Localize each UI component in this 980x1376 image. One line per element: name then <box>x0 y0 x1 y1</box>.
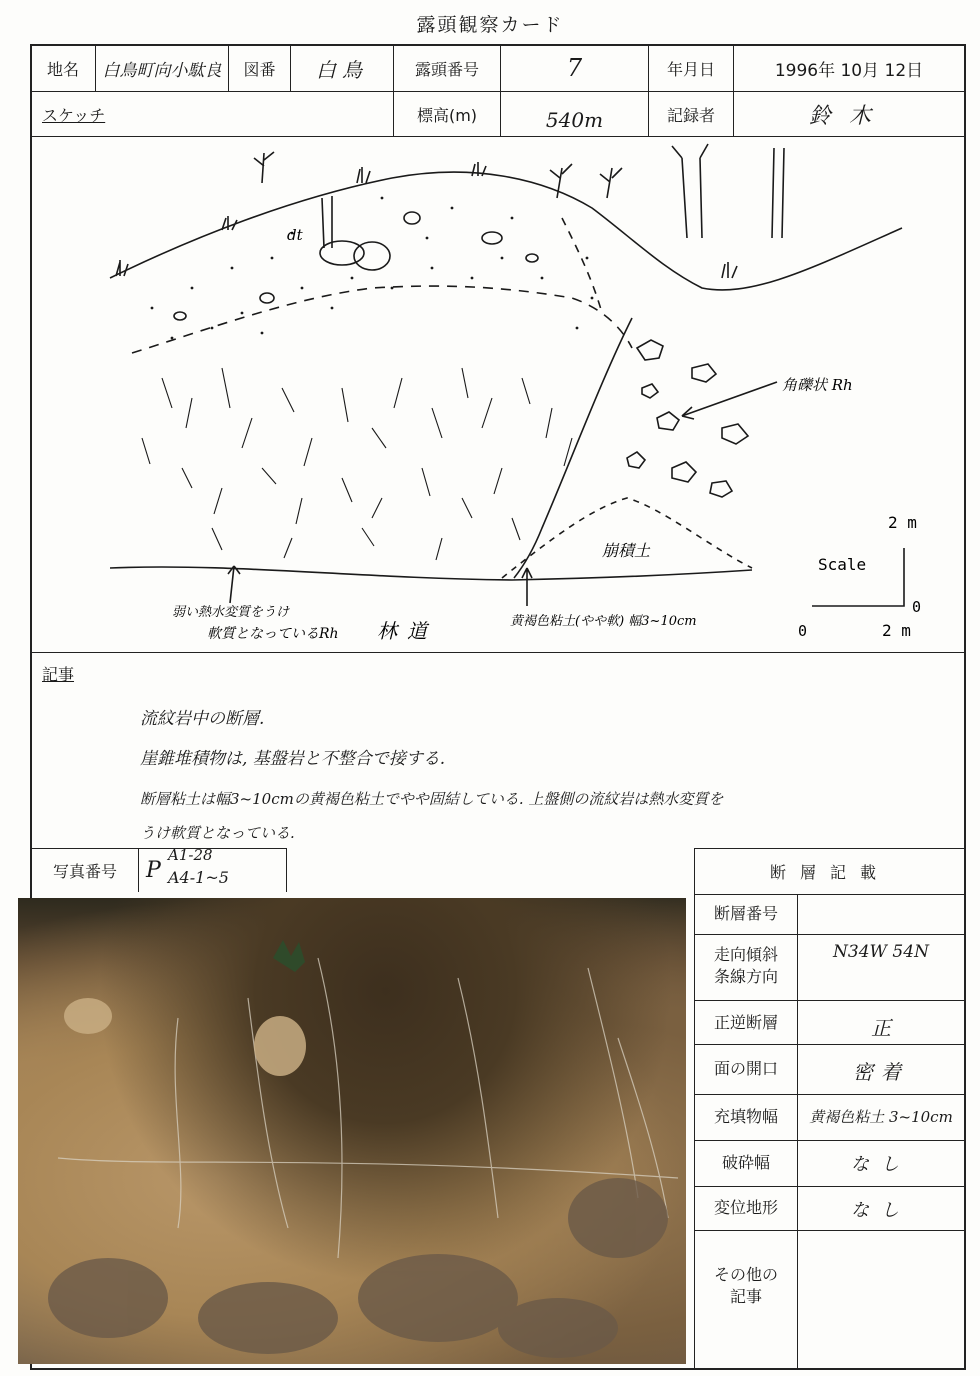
sketch-dt-label: dt <box>287 226 303 244</box>
scale-y-top: 2 m <box>888 513 917 532</box>
fault-row-label-1: 断層番号 <box>713 904 778 923</box>
memo-line-1: 流紋岩中の断層. <box>140 709 265 729</box>
sketch-altered-label-2: 軟質となっているRh <box>207 626 339 642</box>
outcrop-no-label: 露頭番号 <box>414 59 479 79</box>
card-title: 露頭観察カード <box>416 14 564 36</box>
memo-label: 記事 <box>42 665 75 684</box>
memo-line-3: 断層粘土は幅3~10cmの黄褐色粘土でやや固結している. 上盤側の流紋岩は熱水変質を <box>140 790 724 808</box>
fault-row-value-6: なし <box>851 1154 911 1175</box>
photo-no-label: 写真番号 <box>52 861 117 881</box>
date-label: 年月日 <box>666 59 715 79</box>
fault-row-label-5: 充填物幅 <box>713 1107 778 1126</box>
memo-line-2: 崖錐堆積物は, 基盤岩と不整合で接する. <box>140 749 446 769</box>
fault-row-value-7: なし <box>851 1200 911 1221</box>
geologic-sketch <box>32 138 964 648</box>
memo-line-4: うけ軟質となっている. <box>140 824 295 842</box>
recorder-label: 記録者 <box>666 105 715 125</box>
sketch-talus-label: 崩積土 <box>602 541 651 560</box>
fault-row-value-3: 正 <box>871 1016 891 1040</box>
fault-row-label-8: その他の 記事 <box>713 1265 778 1306</box>
photo-no-line-2: A4-1~5 <box>168 868 229 887</box>
sketch-breccia-label: 角礫状 Rh <box>782 376 853 394</box>
location-value: 白鳥町向小駄良 <box>102 60 222 81</box>
sketch-clay-label: 黄褐色粘土(やや軟) 幅3~10cm <box>510 614 697 629</box>
fault-row-value-2: N34W 54N <box>833 942 929 962</box>
recorder-value: 鈴木 <box>808 103 889 129</box>
scale-origin: 0 <box>912 598 922 616</box>
fault-row-label-7: 変位地形 <box>713 1198 778 1217</box>
fault-row-value-4: 密着 <box>853 1060 909 1084</box>
elevation-label: 標高(m) <box>416 105 478 125</box>
photo-prefix: P <box>146 858 161 883</box>
photo-no-line-1: A1-28 <box>168 846 213 864</box>
sketch-road-label: 林道 <box>377 619 437 643</box>
fault-row-label-6: 破砕幅 <box>721 1153 770 1172</box>
scale-x-zero: 0 <box>798 622 808 640</box>
scale-x-end: 2 m <box>882 621 911 640</box>
date-value: 1996年 10月 12日 <box>774 60 924 81</box>
fault-row-label-2: 走向傾斜 条線方向 <box>713 945 778 986</box>
fault-row-label-3: 正逆断層 <box>713 1013 778 1032</box>
sketch-altered-label-1: 弱い熱水変質をうけ <box>172 605 290 620</box>
fault-table-title: 断層記載 <box>769 863 890 882</box>
scale-label: Scale <box>818 555 867 574</box>
elevation-value: 540m <box>545 108 604 132</box>
fault-row-value-5: 黄褐色粘土 3~10cm <box>809 1108 953 1126</box>
map-label: 図番 <box>243 59 276 79</box>
outcrop-no-value: 7 <box>566 54 583 82</box>
location-label: 地名 <box>46 59 79 79</box>
outcrop-photo <box>18 898 686 1364</box>
sketch-label: スケッチ <box>42 106 106 125</box>
map-value: 白鳥 <box>316 57 368 82</box>
fault-row-label-4: 面の開口 <box>713 1059 778 1078</box>
